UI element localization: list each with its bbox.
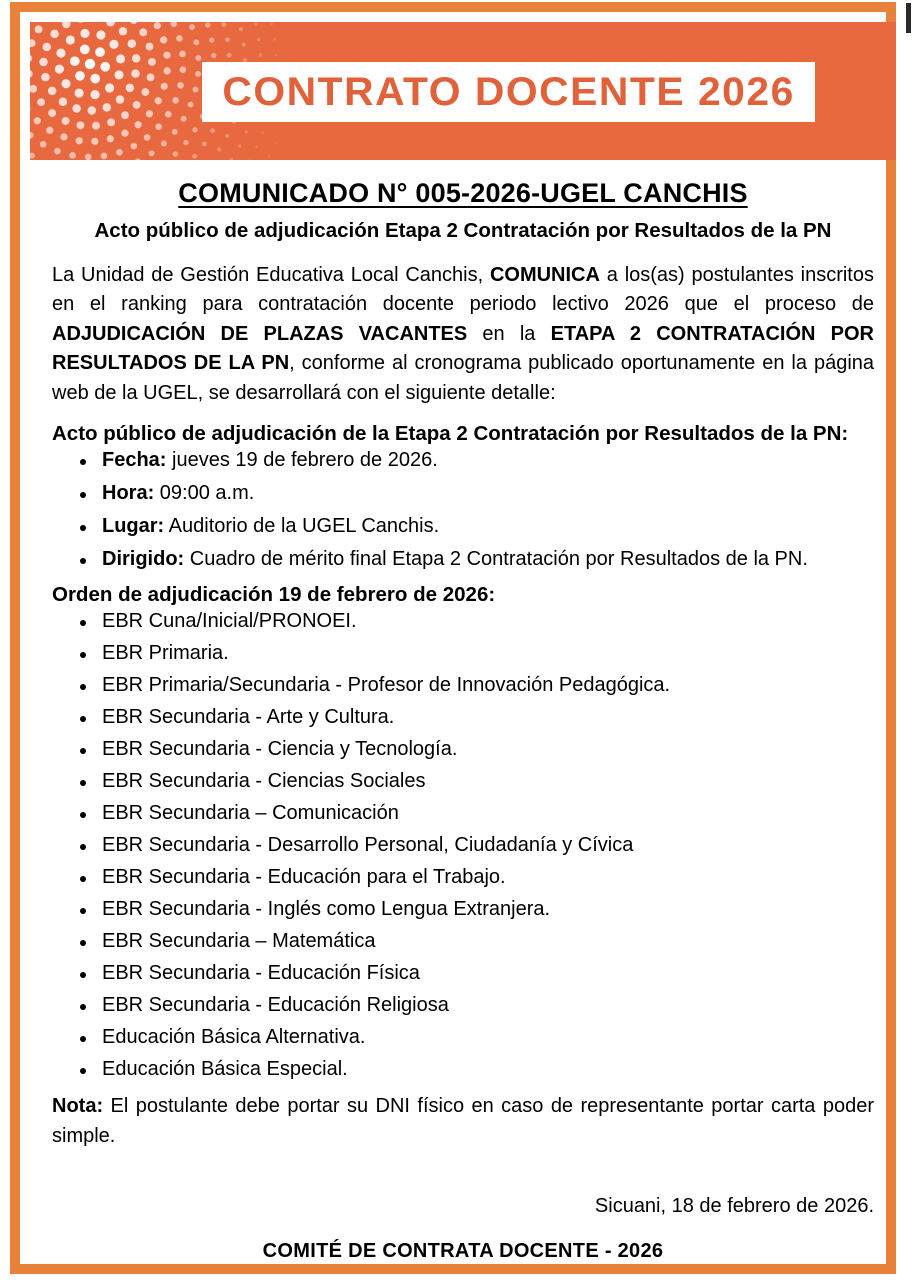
detail-label: Fecha: xyxy=(102,448,167,471)
list-item: EBR Primaria. xyxy=(52,643,874,663)
list-item: EBR Secundaria - Inglés como Lengua Extranjera. xyxy=(52,899,874,919)
list-item: EBR Secundaria - Ciencias Sociales xyxy=(52,771,874,791)
list-item: EBR Cuna/Inicial/PRONOEI. xyxy=(52,611,874,631)
act-section-heading: Acto público de adjudicación de la Etapa 2 Contratación por Resultados de la PN: xyxy=(52,421,849,445)
banner-title-box xyxy=(202,62,815,122)
act-details-list xyxy=(52,450,874,569)
detail-label: Hora: xyxy=(102,481,155,504)
list-item: EBR Secundaria - Arte y Cultura. xyxy=(52,707,874,727)
detail-value: Cuadro de mérito final Etapa 2 Contratación por Resultados de la PN. xyxy=(184,547,808,570)
banner-title: CONTRATO DOCENTE 2026 xyxy=(222,69,795,114)
list-item: Educación Básica Especial. xyxy=(52,1059,874,1079)
intro-paragraph: La Unidad de Gestión Educativa Local Canchis, COMUNICA a los(as) postulantes inscritos en el ranking para contratación docente periodo lectivo 2026 que el proceso de ADJUDICACIÓN DE PLAZAS VACANTES en la ETAPA 2 CONTRATACIÓN POR RESULTADOS DE LA PN, conforme al cronograma publicado oportunamente en la página web de la UGEL, se desarrollará con el siguiente detalle: xyxy=(52,264,875,404)
order-items-list xyxy=(52,611,874,1079)
order-section-heading: Orden de adjudicación 19 de febrero de 2026: xyxy=(52,582,496,606)
poster-frame xyxy=(10,2,896,1274)
list-item: EBR Secundaria - Ciencia y Tecnología. xyxy=(52,739,874,759)
list-item: EBR Secundaria - Educación para el Trabajo. xyxy=(52,867,874,887)
place-and-date: Sicuani, 18 de febrero de 2026. xyxy=(594,1194,874,1217)
page-subtitle: Acto público de adjudicación Etapa 2 Contratación por Resultados de la PN xyxy=(94,219,832,242)
list-item: EBR Secundaria – Matemática xyxy=(52,931,874,951)
list-item: EBR Secundaria – Comunicación xyxy=(52,803,874,823)
detail-label: Lugar: xyxy=(102,514,165,537)
detail-value: Auditorio de la UGEL Canchis. xyxy=(164,514,440,537)
banner-header xyxy=(30,22,896,160)
list-item xyxy=(52,516,874,536)
list-item: EBR Secundaria - Desarrollo Personal, Ciudadanía y Cívica xyxy=(52,835,874,855)
list-item: EBR Secundaria - Educación Física xyxy=(52,963,874,983)
detail-value: jueves 19 de febrero de 2026. xyxy=(166,448,438,471)
list-item xyxy=(52,549,874,569)
committee-signature: COMITÉ DE CONTRATA DOCENTE - 2026 xyxy=(262,1239,664,1262)
document-body xyxy=(30,160,896,1263)
list-item xyxy=(52,450,874,470)
page-title: COMUNICADO N° 005-2026-UGEL CANCHIS xyxy=(178,178,748,208)
page-edge-marker xyxy=(906,3,911,33)
list-item: EBR Secundaria - Educación Religiosa xyxy=(52,995,874,1015)
note-text: Nota: El postulante debe portar su DNI físico en caso de representante portar carta poder simple. xyxy=(52,1094,874,1147)
list-item: EBR Primaria/Secundaria - Profesor de Innovación Pedagógica. xyxy=(52,675,874,695)
list-item xyxy=(52,483,874,503)
detail-value: 09:00 a.m. xyxy=(154,481,255,504)
detail-label: Dirigido: xyxy=(102,547,185,570)
list-item: Educación Básica Alternativa. xyxy=(52,1027,874,1047)
